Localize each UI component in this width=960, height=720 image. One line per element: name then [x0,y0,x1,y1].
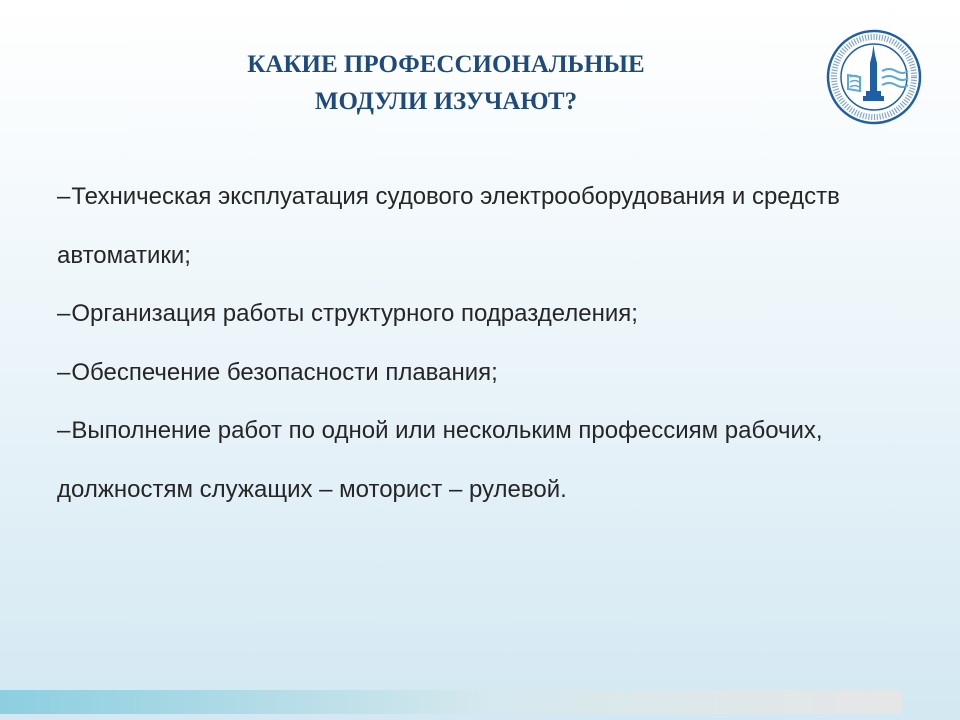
list-item [57,344,907,403]
bullet-dash: – [57,358,71,386]
list-item [57,168,907,285]
slide-title-line-1: КАКИЕ ПРОФЕССИОНАЛЬНЫЕ [247,51,645,78]
slide-title-line-2: МОДУЛИ ИЗУЧАЮТ? [314,88,578,115]
module-list [57,168,907,519]
bullet-text: Обеспечение безопасности плавания; [71,358,498,386]
bullet-dash: – [57,183,71,210]
list-item [57,402,907,519]
footer-accent-bar [0,690,902,714]
bullet-text: Организация работы структурного подразделения; [71,300,638,327]
bullet-text: Техническая эксплуатация судового электрооборудования и средств автоматики; [57,183,840,269]
bullet-dash: – [57,300,71,327]
list-item [57,285,907,344]
bullet-text: Выполнение работ по одной или нескольким профессиям рабочих, должностям служащих – моторист – рулевой. [57,417,823,503]
bullet-dash: – [57,417,71,444]
slide-title [120,46,772,120]
university-seal-icon [826,29,922,125]
